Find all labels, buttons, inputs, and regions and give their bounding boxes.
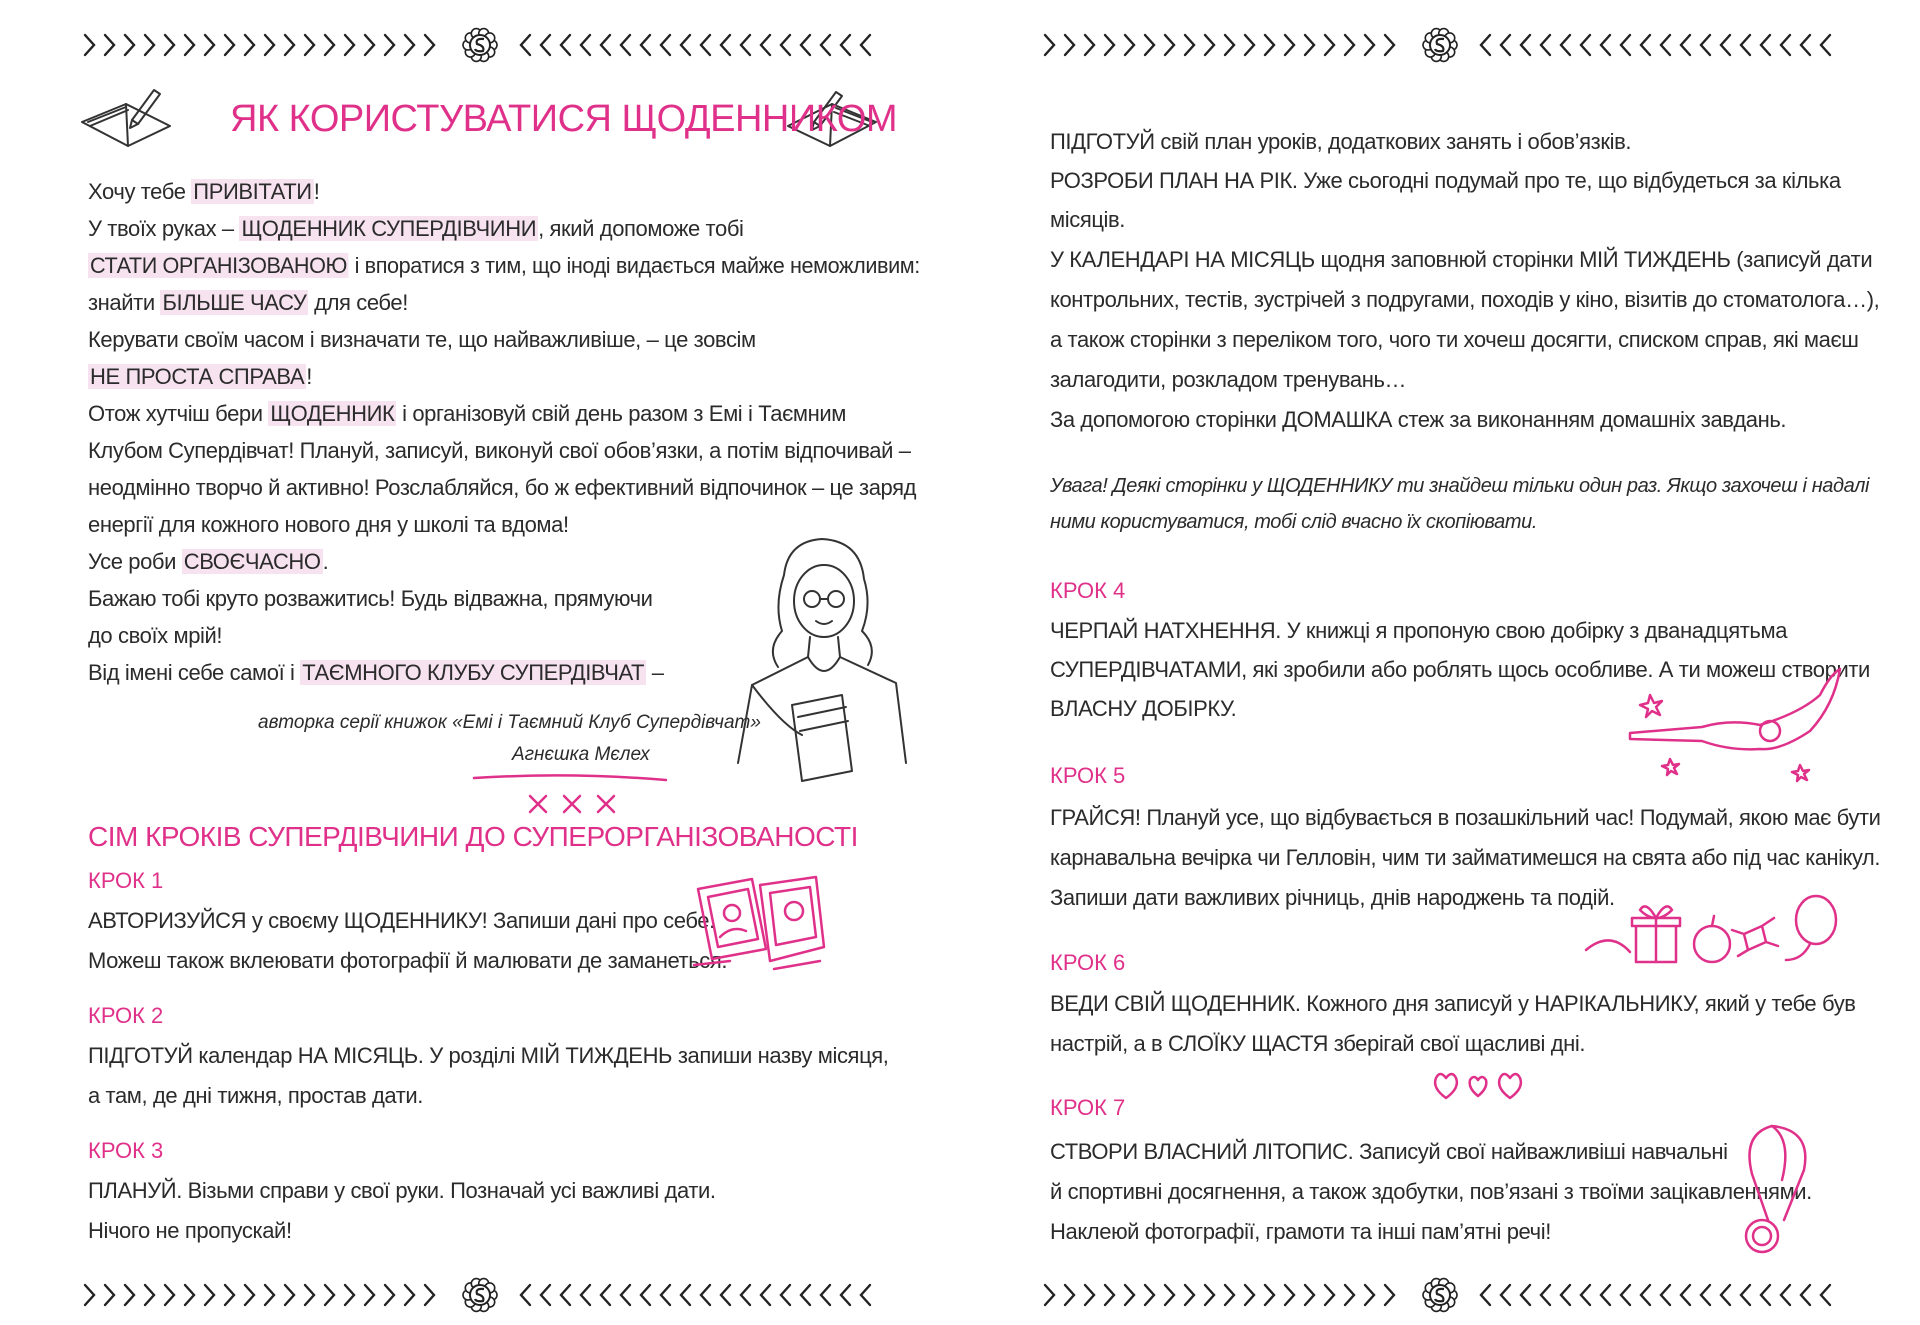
chevron-mark: [425, 35, 434, 55]
chevron-mark: [1481, 1285, 1490, 1305]
chevron-mark: [1721, 1285, 1730, 1305]
chevron-mark: [681, 35, 690, 55]
chevron-mark: [601, 1285, 610, 1305]
chevron-mark: [1325, 1285, 1334, 1305]
chevron-mark: [581, 35, 590, 55]
chevron-mark: [305, 1285, 314, 1305]
flying-girl-icon: [1610, 655, 1850, 785]
chevron-mark: [561, 1285, 570, 1305]
chevron-mark: [1285, 1285, 1294, 1305]
chevron-mark: [1481, 35, 1490, 55]
chevron-border-top: [0, 25, 960, 65]
chevron-mark: [821, 1285, 830, 1305]
chevron-mark: [1761, 1285, 1770, 1305]
step-2-label: КРОК 2: [88, 1003, 164, 1028]
chevron-mark: [1365, 1285, 1374, 1305]
chevron-mark: [205, 35, 214, 55]
chevron-mark: [861, 35, 870, 55]
hearts-icon: [1430, 1068, 1530, 1104]
chevron-mark: [165, 1285, 174, 1305]
chevron-mark: [1741, 1285, 1750, 1305]
chevron-mark: [145, 1285, 154, 1305]
chevron-mark: [425, 1285, 434, 1305]
signature-name: Агнєшка Мєлех: [512, 744, 650, 765]
chevron-mark: [365, 1285, 374, 1305]
chevron-mark: [601, 35, 610, 55]
chevron-mark: [721, 1285, 730, 1305]
chevron-mark: [1165, 1285, 1174, 1305]
chevron-mark: [1285, 35, 1294, 55]
chevron-mark: [1741, 35, 1750, 55]
chevron-mark: [1305, 1285, 1314, 1305]
chevron-mark: [1821, 1285, 1830, 1305]
chevron-mark: [1601, 1285, 1610, 1305]
chevron-mark: [345, 1285, 354, 1305]
chevron-mark: [701, 1285, 710, 1305]
note-line: ними користуватися, тобі слід вчасно їх скопіювати.: [1050, 511, 1537, 533]
chevron-mark: [125, 35, 134, 55]
flower-medallion-icon: [1423, 29, 1457, 62]
chevron-mark: [1801, 35, 1810, 55]
chevron-mark: [621, 35, 630, 55]
chevron-mark: [1325, 35, 1334, 55]
step-5-label: КРОК 5: [1050, 763, 1126, 788]
chevron-mark: [185, 1285, 194, 1305]
chevron-mark: [1365, 35, 1374, 55]
chevron-mark: [1641, 1285, 1650, 1305]
notebook-pencil-icon: [78, 82, 178, 154]
chevron-mark: [761, 35, 770, 55]
intro-line: НЕ ПРОСТА СПРАВА!: [90, 364, 312, 389]
intro-line: Усе роби СВОЄЧАСНО.: [88, 549, 329, 574]
chevron-mark: [1521, 1285, 1530, 1305]
intro-line: до своїх мрій!: [88, 623, 223, 648]
chevron-mark: [145, 35, 154, 55]
chevron-mark: [1661, 1285, 1670, 1305]
chevron-mark: [1761, 35, 1770, 55]
chevron-mark: [105, 1285, 114, 1305]
chevron-mark: [185, 35, 194, 55]
chevron-mark: [1225, 1285, 1234, 1305]
party-items-icon: [1580, 890, 1860, 970]
chevron-mark: [365, 35, 374, 55]
chevron-mark: [1501, 35, 1510, 55]
chevron-mark: [325, 35, 334, 55]
chevron-mark: [225, 35, 234, 55]
chevron-mark: [1781, 35, 1790, 55]
step-5-line: карнавальна вечірка чи Гелловін, чим ти займатимешся на свята або під час канікул.: [1050, 845, 1881, 870]
chevron-mark: [1145, 1285, 1154, 1305]
chevron-mark: [265, 35, 274, 55]
plan-line: РОЗРОБИ ПЛАН НА РІК. Уже сьогодні подумай про те, що відбудеться за кілька: [1050, 168, 1841, 193]
chevron-mark: [1601, 35, 1610, 55]
chevron-mark: [1265, 35, 1274, 55]
chevron-mark: [1305, 35, 1314, 55]
chevron-mark: [1661, 35, 1670, 55]
chevron-mark: [345, 35, 354, 55]
chevron-mark: [841, 1285, 850, 1305]
chevron-mark: [285, 1285, 294, 1305]
step-2-line: ПІДГОТУЙ календар НА МІСЯЦЬ. У розділі МІЙ ТИЖДЕНЬ запиши назву місяця,: [88, 1043, 889, 1068]
intro-line: Клубом Супердівчат! Плануй, записуй, виконуй свої обов’язки, а потім відпочивай –: [88, 438, 911, 463]
step-4-line: СУПЕРДІВЧАТАМИ, які зробили або роблять щось особливе. А ти можеш створити: [1050, 657, 1870, 682]
step-3-label: КРОК 3: [88, 1138, 164, 1163]
chevron-mark: [1681, 1285, 1690, 1305]
signature-role: авторка серії книжок «Емі і Таємний Клуб Супердівчат»: [258, 712, 761, 733]
signature-underline: [470, 770, 670, 820]
chevron-mark: [1065, 1285, 1074, 1305]
step-4-line: ВЛАСНУ ДОБІРКУ.: [1050, 696, 1237, 721]
chevron-mark: [1801, 1285, 1810, 1305]
chevron-mark: [1581, 1285, 1590, 1305]
chevron-mark: [1245, 35, 1254, 55]
chevron-mark: [1581, 35, 1590, 55]
step-1-line: Можеш також вклеювати фотографії й малювати де заманеться.: [88, 948, 728, 973]
chevron-mark: [1681, 35, 1690, 55]
plan-line: За допомогою сторінки ДОМАШКА стеж за виконанням домашніх завдань.: [1050, 407, 1787, 432]
chevron-mark: [105, 35, 114, 55]
chevron-mark: [1541, 1285, 1550, 1305]
chevron-mark: [285, 35, 294, 55]
chevron-mark: [125, 1285, 134, 1305]
chevron-mark: [165, 35, 174, 55]
chevron-mark: [1265, 1285, 1274, 1305]
chevron-mark: [1541, 35, 1550, 55]
chevron-mark: [205, 1285, 214, 1305]
chevron-mark: [781, 35, 790, 55]
step-1-label: КРОК 1: [88, 868, 164, 893]
chevron-mark: [621, 1285, 630, 1305]
chevron-border-top: [960, 25, 1920, 65]
chevron-mark: [861, 1285, 870, 1305]
step-2-line: а там, де дні тижня, простав дати.: [88, 1083, 424, 1108]
chevron-mark: [245, 1285, 254, 1305]
step-7-line: Наклеюй фотографії, грамоти та інші пам’ятні речі!: [1050, 1219, 1551, 1244]
step-5-line: Запиши дати важливих річниць, днів народжень та подій.: [1050, 885, 1615, 910]
chevron-mark: [801, 1285, 810, 1305]
intro-line: Бажаю тобі круто розважитись! Будь відважна, прямуючи: [88, 586, 653, 611]
chevron-mark: [521, 1285, 530, 1305]
chevron-mark: [1105, 35, 1114, 55]
intro-line: Хочу тебе ПРИВІТАТИ!: [88, 179, 320, 204]
chevron-mark: [1125, 35, 1134, 55]
chevron-mark: [305, 35, 314, 55]
step-7-line: СТВОРИ ВЛАСНИЙ ЛІТОПИС. Записуй свої найважливіші навчальні: [1050, 1139, 1728, 1164]
chevron-mark: [641, 1285, 650, 1305]
chevron-mark: [841, 35, 850, 55]
chevron-mark: [701, 35, 710, 55]
plan-line: залагодити, розкладом тренувань…: [1050, 367, 1407, 392]
chevron-mark: [405, 35, 414, 55]
chevron-mark: [1125, 1285, 1134, 1305]
chevron-mark: [1045, 35, 1054, 55]
chevron-mark: [1721, 35, 1730, 55]
chevron-mark: [225, 1285, 234, 1305]
chevron-mark: [1245, 1285, 1254, 1305]
chevron-mark: [521, 35, 530, 55]
chevron-mark: [1185, 35, 1194, 55]
chevron-mark: [385, 35, 394, 55]
step-5-line: ГРАЙСЯ! Плануй усе, що відбувається в позашкільний час! Подумай, якою має бути: [1050, 805, 1881, 830]
chevron-mark: [1145, 35, 1154, 55]
chevron-mark: [85, 1285, 94, 1305]
step-4-line: ЧЕРПАЙ НАТХНЕННЯ. У книжці я пропоную свою добірку з дванадцятьма: [1050, 618, 1788, 643]
intro-line: Від імені себе самої і ТАЄМНОГО КЛУБУ СУПЕРДІВЧАТ –: [88, 660, 664, 685]
flower-medallion-icon: [463, 1279, 497, 1312]
intro-line: неодмінно творчо й активно! Розслабляйся, бо ж ефективний відпочинок – це заряд: [88, 475, 917, 500]
chevron-mark: [721, 35, 730, 55]
chevron-mark: [541, 35, 550, 55]
chevron-mark: [85, 35, 94, 55]
right-page: [960, 0, 1920, 1325]
plan-line: контрольних, тестів, зустрічей з подругами, походів у кіно, візитів до стоматолога…),: [1050, 287, 1880, 312]
chevron-mark: [1085, 1285, 1094, 1305]
chevron-mark: [1701, 1285, 1710, 1305]
chevron-mark: [581, 1285, 590, 1305]
chevron-mark: [741, 35, 750, 55]
chevron-mark: [561, 35, 570, 55]
chevron-mark: [1105, 1285, 1114, 1305]
chevron-mark: [1641, 35, 1650, 55]
chevron-mark: [1521, 35, 1530, 55]
intro-line: енергії для кожного нового дня у школі та вдома!: [88, 512, 569, 537]
intro-line: СТАТИ ОРГАНІЗОВАНОЮ і впоратися з тим, що іноді видається майже неможливим:: [89, 253, 920, 278]
flower-medallion-icon: [463, 29, 497, 62]
chevron-mark: [1561, 1285, 1570, 1305]
chevron-mark: [1821, 35, 1830, 55]
chevron-mark: [325, 1285, 334, 1305]
chevron-mark: [1385, 35, 1394, 55]
chevron-mark: [801, 35, 810, 55]
step-3-line: Нічого не пропускай!: [88, 1218, 292, 1243]
step-7-line: й спортивні досягнення, а також здобутки, пов’язані з твоїми зацікавленнями.: [1050, 1179, 1812, 1204]
photos-icon: [690, 865, 830, 975]
step-4-label: КРОК 4: [1050, 578, 1126, 603]
chevron-mark: [1345, 35, 1354, 55]
medal-icon: [1712, 1120, 1822, 1260]
chevron-mark: [405, 1285, 414, 1305]
chevron-mark: [245, 35, 254, 55]
chevron-mark: [1165, 35, 1174, 55]
chevron-mark: [1701, 35, 1710, 55]
chevron-mark: [1561, 35, 1570, 55]
chevron-mark: [641, 35, 650, 55]
flower-medallion-icon: [1423, 1279, 1457, 1312]
intro-line: знайти БІЛЬШЕ ЧАСУ для себе!: [88, 290, 408, 315]
chevron-border-bottom: [960, 1275, 1920, 1315]
chevron-mark: [661, 1285, 670, 1305]
chevron-mark: [1205, 1285, 1214, 1305]
page-title: ЯК КОРИСТУВАТИСЯ ЩОДЕННИКОМ: [230, 98, 898, 140]
chevron-mark: [741, 1285, 750, 1305]
chevron-mark: [1621, 1285, 1630, 1305]
chevron-mark: [265, 1285, 274, 1305]
chevron-mark: [1045, 1285, 1054, 1305]
note-line: Увага! Деякі сторінки у ЩОДЕННИКУ ти знайдеш тільки один раз. Якщо захочеш і надалі: [1050, 475, 1870, 497]
step-6-label: КРОК 6: [1050, 950, 1126, 975]
chevron-mark: [661, 35, 670, 55]
intro-line: У твоїх руках – ЩОДЕННИК СУПЕРДІВЧИНИ, який допоможе тобі: [88, 216, 744, 241]
intro-line: Отож хутчіш бери ЩОДЕННИК і організовуй свій день разом з Емі і Таємним: [88, 401, 846, 426]
chevron-mark: [385, 1285, 394, 1305]
chevron-mark: [1065, 35, 1074, 55]
chevron-mark: [1781, 1285, 1790, 1305]
plan-line: а також сторінки з переліком того, чого ти хочеш досягти, списком справ, які маєш: [1050, 327, 1859, 352]
chevron-mark: [1501, 1285, 1510, 1305]
chevron-mark: [781, 1285, 790, 1305]
chevron-mark: [1345, 1285, 1354, 1305]
chevron-mark: [1621, 35, 1630, 55]
step-6-line: ВЕДИ СВІЙ ЩОДЕННИК. Кожного дня записуй у НАРІКАЛЬНИКУ, який у тебе був: [1050, 991, 1856, 1016]
intro-line: Керувати своїм часом і визначати те, що найважливіше, – це зовсім: [88, 327, 756, 352]
step-3-line: ПЛАНУЙ. Візьми справи у свої руки. Позначай усі важливі дати.: [88, 1178, 716, 1203]
author-portrait: [722, 535, 912, 785]
chevron-mark: [1185, 1285, 1194, 1305]
plan-line: ПІДГОТУЙ свій план уроків, додаткових занять і обов’язків.: [1050, 129, 1632, 154]
chevron-mark: [541, 1285, 550, 1305]
chevron-mark: [1225, 35, 1234, 55]
chevron-mark: [681, 1285, 690, 1305]
chevron-mark: [761, 1285, 770, 1305]
step-7-label: КРОК 7: [1050, 1095, 1126, 1120]
step-6-line: настрій, а в СЛОЇКУ ЩАСТЯ зберігай свої щасливі дні.: [1050, 1031, 1586, 1056]
plan-line: У КАЛЕНДАРІ НА МІСЯЦЬ щодня заповнюй сторінки МІЙ ТИЖДЕНЬ (записуй дати: [1050, 247, 1873, 272]
chevron-border-bottom: [0, 1275, 960, 1315]
steps-heading: СІМ КРОКІВ СУПЕРДІВЧИНИ ДО СУПЕРОРГАНІЗОВАНОСТІ: [88, 821, 858, 852]
plan-line: місяців.: [1050, 207, 1126, 232]
chevron-mark: [821, 35, 830, 55]
chevron-mark: [1205, 35, 1214, 55]
chevron-mark: [1085, 35, 1094, 55]
chevron-mark: [1385, 1285, 1394, 1305]
step-1-line: АВТОРИЗУЙСЯ у своєму ЩОДЕННИКУ! Запиши дані про себе.: [88, 908, 715, 933]
